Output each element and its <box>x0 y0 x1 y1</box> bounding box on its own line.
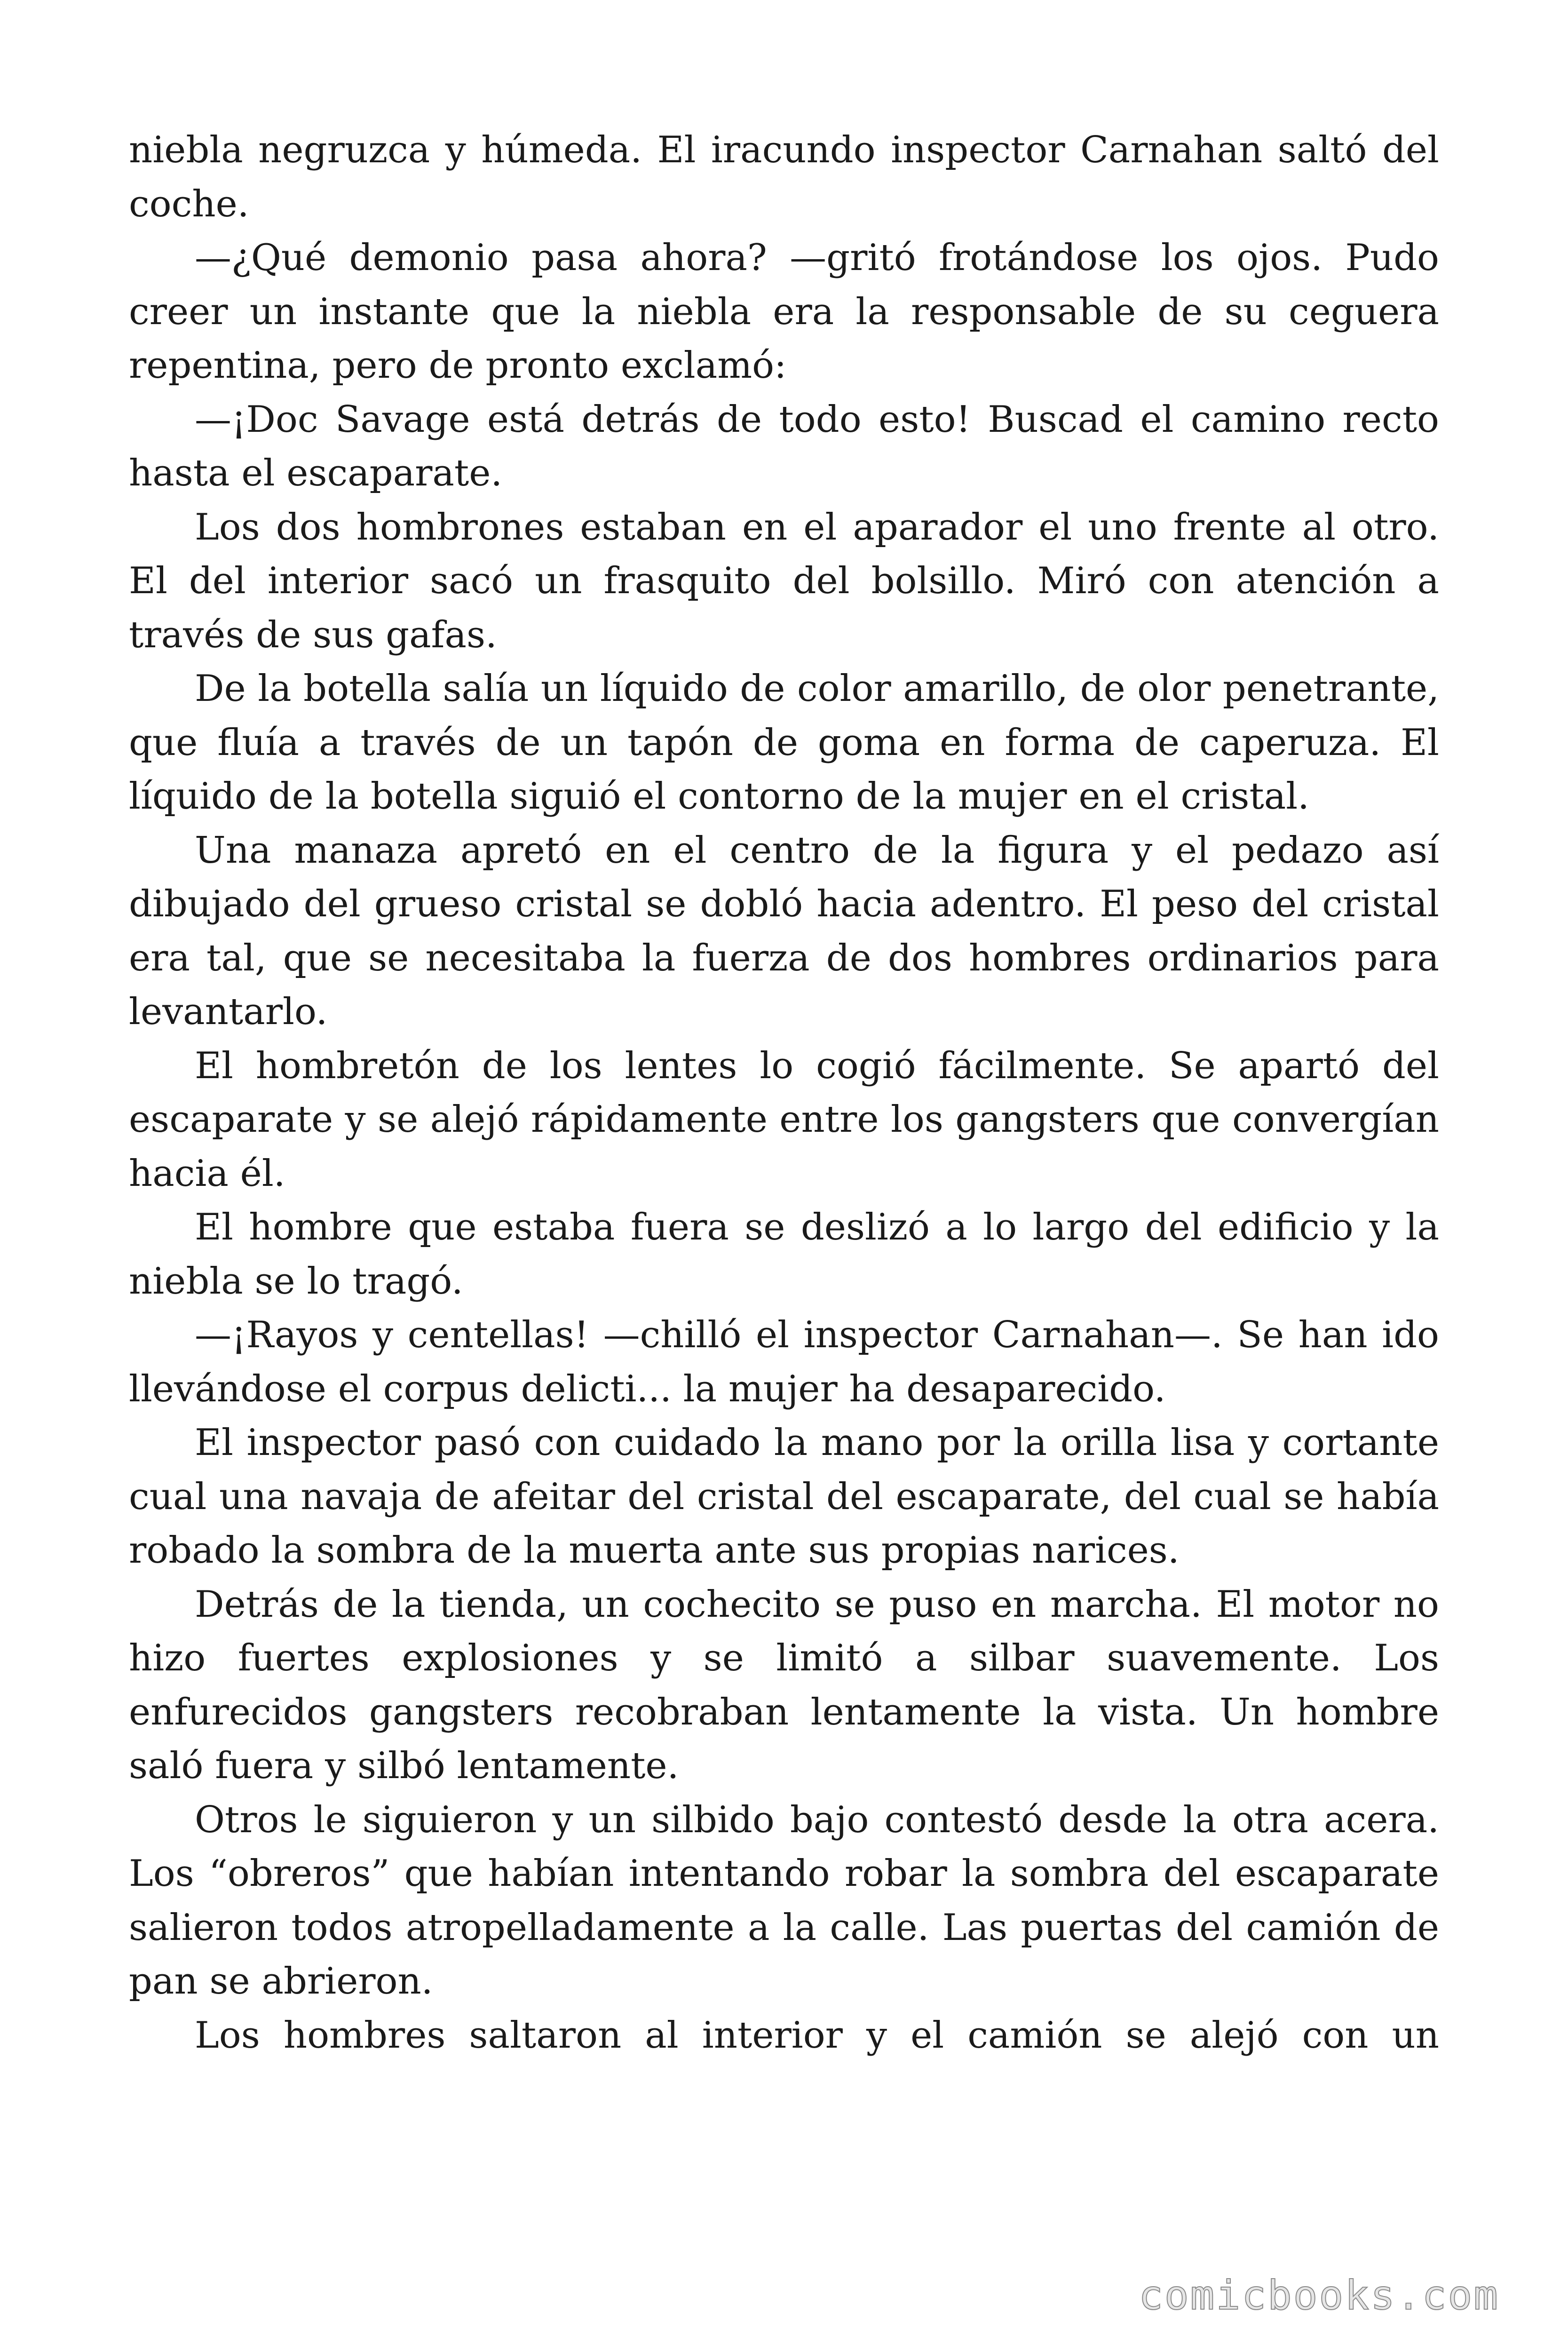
paragraph-4: Los dos hombrones estaban en el aparador el uno frente al otro. El del interior sacó un frasquito del bolsillo. Miró con atención a través de sus gafas. <box>129 506 1439 656</box>
paragraph-9: —¡Rayos y centellas! —chilló el inspector Carnahan—. Se han ido llevándose el corpus delicti... la mujer ha desaparecido. <box>129 1314 1439 1410</box>
paragraph-3: —¡Doc Savage está detrás de todo esto! Buscad el camino recto hasta el escaparate. <box>129 398 1439 494</box>
page-body <box>129 123 1439 2062</box>
paragraph-10: El inspector pasó con cuidado la mano por la orilla lisa y cortante cual una navaja de afeitar del cristal del escaparate, del cual se había robado la sombra de la muerta ante sus propias narices. <box>129 1422 1439 1572</box>
paragraph-8: El hombre que estaba fuera se deslizó a lo largo del edificio y la niebla se lo tragó. <box>129 1206 1439 1303</box>
paragraph-12: Otros le siguieron y un silbido bajo contestó desde la otra acera. Los “obreros” que habían intentando robar la sombra del escaparate salieron todos atropelladamente a la calle. Las puertas del camión de pan se abrieron. <box>129 1798 1439 2002</box>
watermark: comicbooks.com <box>1139 2272 1499 2319</box>
paragraph-2: —¿Qué demonio pasa ahora? —gritó frotándose los ojos. Pudo creer un instante que la niebla era la responsable de su ceguera repentina, pero de pronto exclamó: <box>129 237 1439 387</box>
paragraph-5: De la botella salía un líquido de color amarillo, de olor penetrante, que fluía a través de un tapón de goma en forma de caperuza. El líquido de la botella siguió el contorno de la mujer en el cristal. <box>129 667 1439 818</box>
paragraph-6: Una manaza apretó en el centro de la figura y el pedazo así dibujado del grueso cristal se dobló hacia adentro. El peso del cristal era tal, que se necesitaba la fuerza de dos hombres ordinarios para levantarlo. <box>129 829 1439 1033</box>
paragraph-13: Los hombres saltaron al interior y el camión se alejó con un <box>195 2014 1439 2057</box>
paragraph-7: El hombretón de los lentes lo cogió fácilmente. Se apartó del escaparate y se alejó rápidamente entre los gangsters que convergían hacia él. <box>129 1044 1439 1195</box>
paragraph-1: niebla negruzca y húmeda. El iracundo inspector Carnahan saltó del coche. <box>129 129 1439 225</box>
paragraph-11: Detrás de la tienda, un cochecito se puso en marcha. El motor no hizo fuertes explosiones y se limitó a silbar suavemente. Los enfurecidos gangsters recobraban lentamente la vista. Un hombre saló fuera y silbó lentamente. <box>129 1583 1439 1787</box>
